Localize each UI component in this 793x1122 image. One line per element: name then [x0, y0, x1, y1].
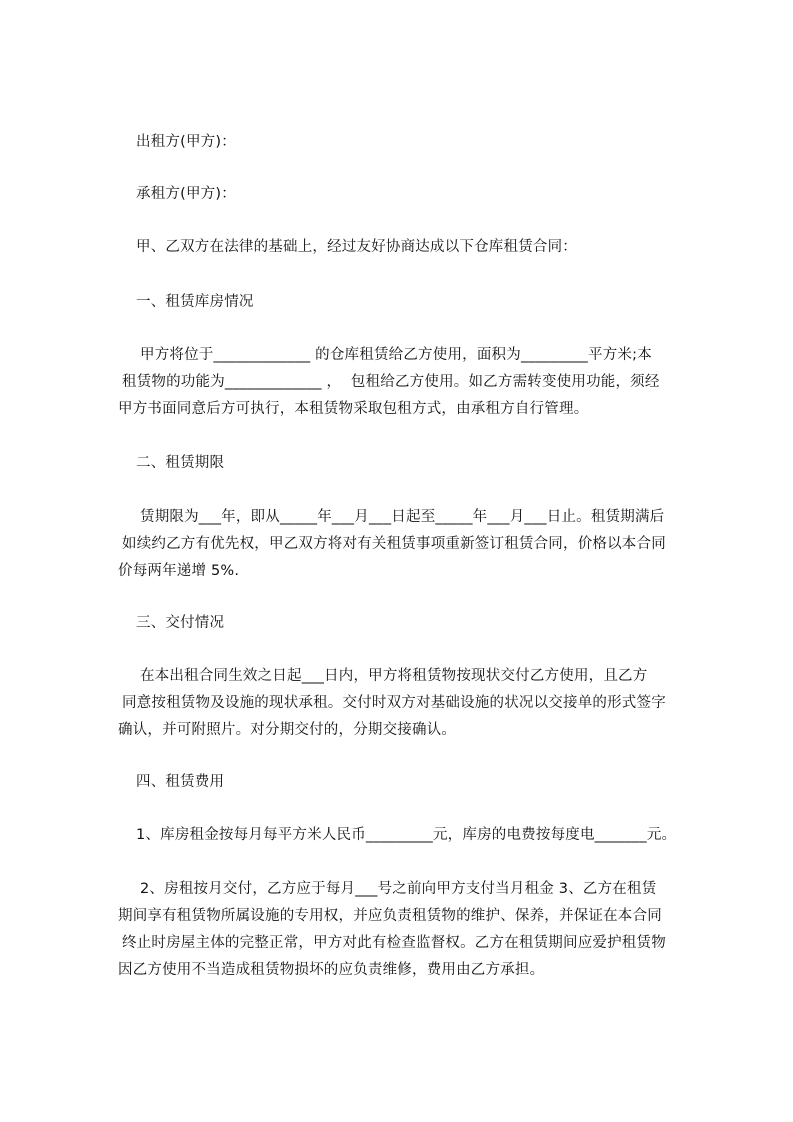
- section-2-line-3: 价每两年递增 5%.: [118, 563, 240, 579]
- section-3-line-3: 确认，并可附照片。对分期交付的，分期交接确认。: [118, 722, 457, 738]
- section-heading-lease-term: 二、租赁期限: [136, 455, 225, 471]
- intro-paragraph: 甲、乙双方在法律的基础上，经过友好协商达成以下仓库租赁合同：: [136, 239, 577, 255]
- lessor-line: 出租方(甲方)：: [136, 134, 236, 150]
- section-heading-lease-premises: 一、租赁库房情况: [136, 294, 254, 310]
- section-1-line-3: 甲方书面同意后方可执行，本租赁物采取包租方式，由承租方自行管理。: [118, 401, 589, 417]
- lessee-line: 承租方(甲方)：: [136, 186, 236, 202]
- section-2-line-2: 如续约乙方有优先权，甲乙双方将对有关租赁事项重新签订租赁合同，价格以本合同: [122, 536, 666, 552]
- section-4-line-1: 1、库房租金按每月每平方米人民币_________元，库房的电费按每度电_______元。: [136, 827, 677, 843]
- section-4-line-2: 2、房租按月交付，乙方应于每月___号之前向甲方支付当月租金 3、乙方在租赁: [140, 881, 657, 897]
- section-heading-delivery: 三、交付情况: [136, 615, 225, 631]
- section-4-line-5: 因乙方使用不当造成租赁物损坏的应负责维修，费用由乙方承担。: [118, 962, 545, 978]
- section-3-line-2: 同意按租赁物及设施的现状承租。交付时双方对基础设施的状况以交接单的形式签字: [122, 695, 666, 711]
- section-heading-rent: 四、租赁费用: [136, 774, 225, 790]
- section-4-line-4: 终止时房屋主体的完整正常，甲方对此有检查监督权。乙方在租赁期间应爱护租赁物: [122, 935, 666, 951]
- section-3-line-1: 在本出租合同生效之日起___日内，甲方将租赁物按现状交付乙方使用，且乙方: [140, 668, 648, 684]
- section-1-line-2: 租赁物的功能为_____________ ， 包租给乙方使用。如乙方需转变使用功能，须经: [122, 374, 660, 390]
- section-2-line-1: 赁期限为___年，即从_____年___月___日起至_____年___月___日止。租赁期满后: [140, 509, 665, 525]
- section-1-line-1: 甲方将位于_____________ 的仓库租赁给乙方使用，面积为_________平方米;本: [140, 347, 652, 363]
- section-4-line-3: 期间享有租赁物所属设施的专用权，并应负责租赁物的维护、保养，并保证在本合同: [118, 908, 662, 924]
